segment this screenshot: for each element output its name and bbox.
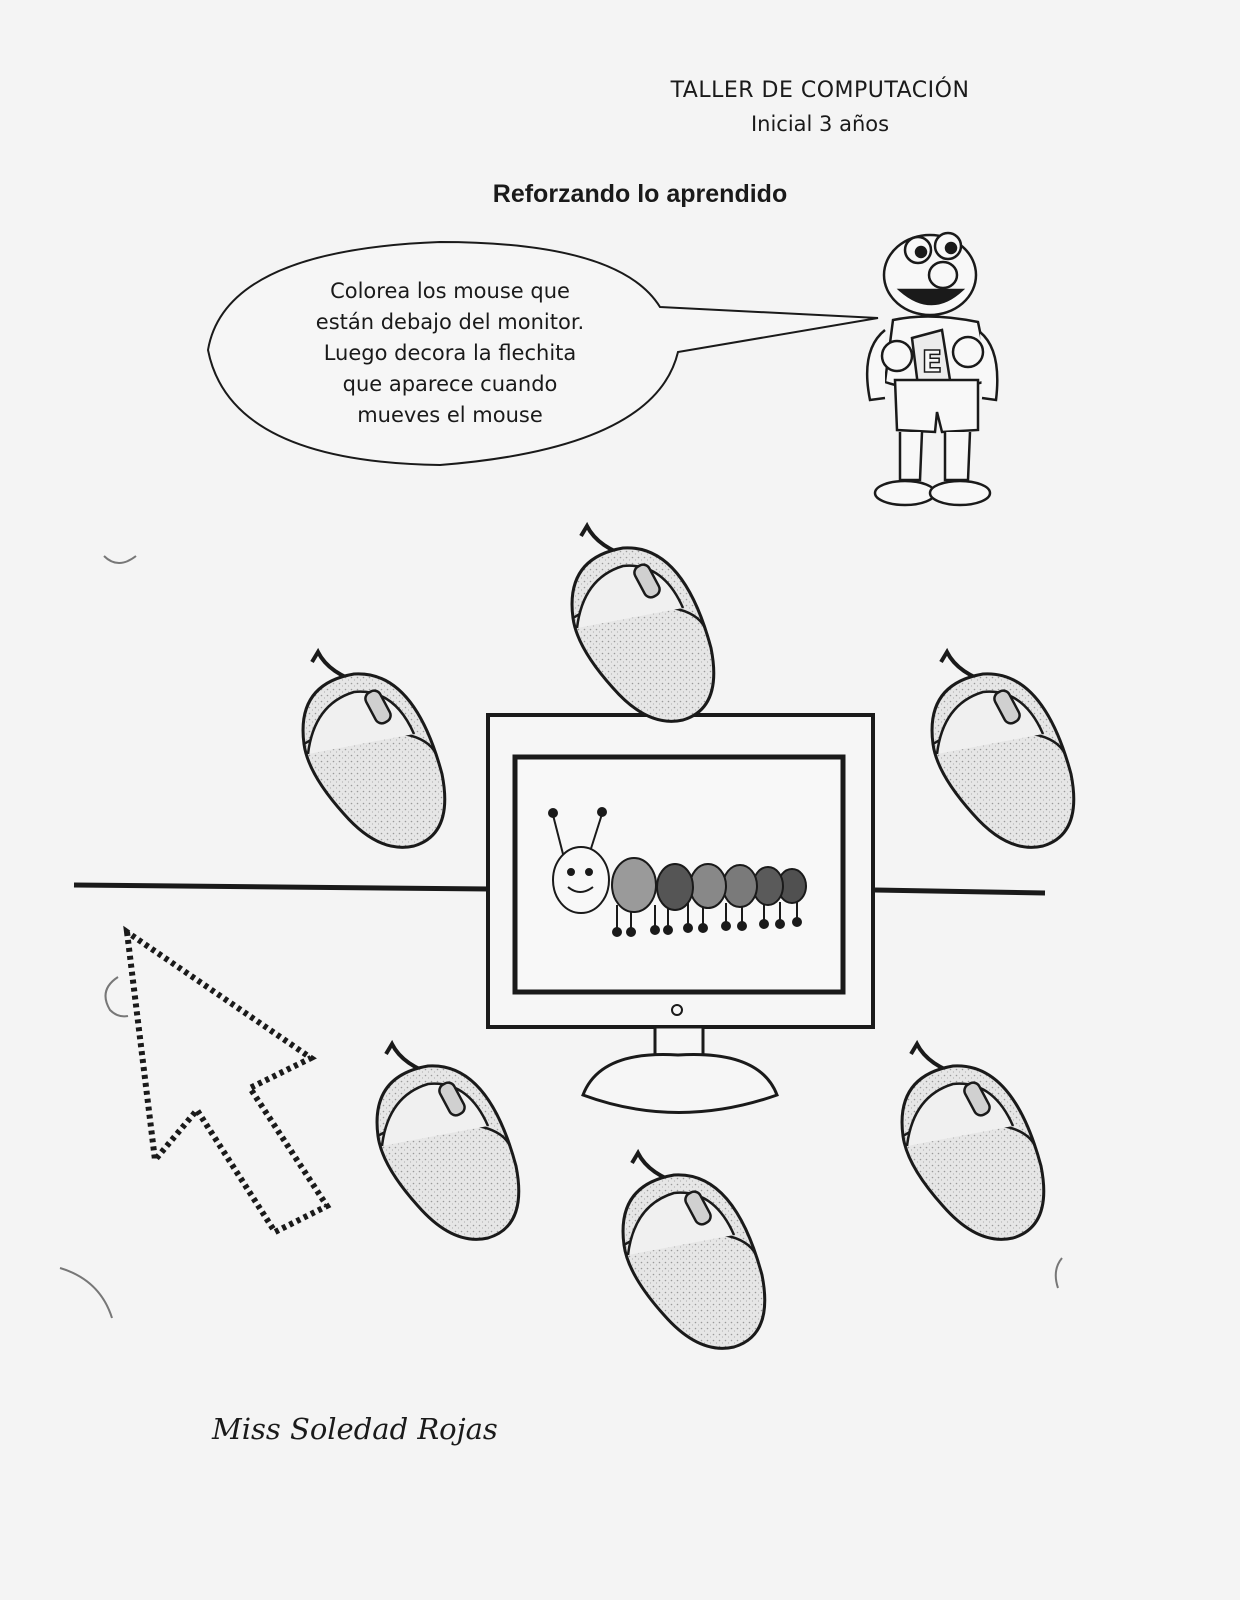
bubble-line: mueves el mouse	[357, 403, 543, 427]
teacher-signature: Miss Soledad Rojas	[212, 1412, 498, 1446]
computer-mouse-icon	[623, 1153, 765, 1348]
computer-mouse-icon	[902, 1044, 1044, 1239]
bubble-line: Luego decora la flechita	[323, 341, 577, 365]
bubble-line: están debajo del monitor.	[315, 310, 585, 334]
computer-mouse-icon	[932, 652, 1074, 847]
workshop-header: TALLER DE COMPUTACIÓN	[670, 78, 970, 103]
monitor-icon	[488, 715, 873, 1113]
speech-bubble-text	[270, 276, 630, 431]
computer-mouse-icon	[572, 526, 714, 721]
level-header: Inicial 3 años	[750, 112, 890, 136]
elmo-character-icon	[867, 233, 997, 505]
computer-mouse-icon	[303, 652, 445, 847]
dotted-arrow-cursor-icon	[127, 932, 327, 1232]
bubble-line: que aparece cuando	[342, 372, 558, 396]
bubble-line: Colorea los mouse que	[330, 279, 570, 303]
page-title: Reforzando lo aprendido	[492, 180, 788, 208]
character-letter: E	[921, 345, 943, 380]
computer-mouse-icon	[377, 1044, 519, 1239]
